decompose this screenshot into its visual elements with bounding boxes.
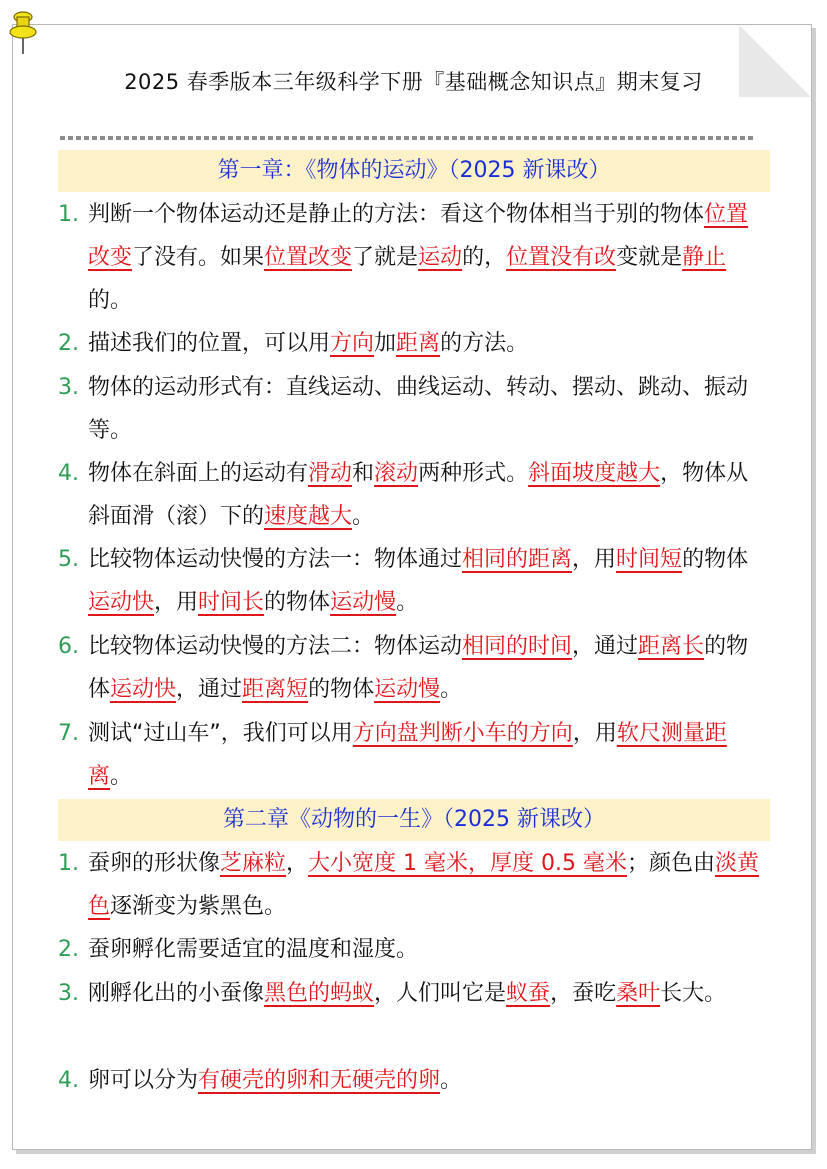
highlighted-keyword: 时间短: [616, 547, 683, 572]
item-number: 3.: [58, 981, 79, 1006]
highlighted-keyword: 芝麻粒: [220, 851, 287, 876]
list-item: [58, 193, 770, 322]
text-run: 蚕卵孵化需要适宜的温度和湿度。: [88, 937, 419, 962]
item-number: 5.: [58, 547, 79, 572]
highlighted-keyword: 运动快: [110, 677, 177, 702]
item-number: 6.: [58, 634, 79, 659]
list-item: [58, 928, 770, 971]
highlighted-keyword: 位置没有改: [506, 245, 617, 270]
item-text: [58, 625, 770, 711]
highlighted-keyword: 静止: [682, 245, 727, 270]
text-run: 长大。: [660, 981, 727, 1006]
item-text: [58, 928, 770, 971]
text-run: ，用: [154, 590, 199, 615]
text-run: 测试“过山车”，我们可以用: [88, 721, 353, 746]
item-text: [58, 452, 770, 538]
highlighted-keyword: 大小宽度 1 毫米，厚度 0.5 毫米: [308, 851, 628, 876]
item-text: [58, 842, 770, 928]
item-text: [58, 322, 770, 365]
highlighted-keyword: 方向盘判断小车的方向: [352, 721, 573, 746]
text-run: 物体在斜面上的运动有: [88, 461, 309, 486]
item-number: 3.: [58, 375, 79, 400]
text-run: 物体的运动形式有：直线运动、曲线运动、转动、摆动、跳动、振动等。: [88, 375, 749, 443]
text-run: 的。: [88, 288, 133, 313]
list-item: [58, 1059, 770, 1102]
text-run: ，通过: [176, 677, 243, 702]
text-run: 的物体: [308, 677, 375, 702]
document-title: 2025 春季版本三年级科学下册『基础概念知识点』期末复习: [124, 70, 703, 94]
text-run: 变就是: [616, 245, 683, 270]
item-text: [58, 538, 770, 624]
highlighted-keyword: 滑动: [308, 461, 353, 486]
text-run: 卵可以分为: [88, 1068, 199, 1093]
text-run: 。: [396, 590, 419, 615]
text-run: 。: [440, 677, 463, 702]
highlighted-keyword: 软尺测量距离: [88, 721, 727, 789]
text-run: 加: [374, 331, 397, 356]
text-run: 判断一个物体运动还是静止的方法：看这个物体相当于别的物体: [88, 202, 705, 227]
text-run: ，: [286, 851, 309, 876]
highlighted-keyword: 速度越大: [264, 504, 353, 529]
list-item: [58, 538, 770, 624]
text-run: 比较物体运动快慢的方法二：物体运动: [88, 634, 463, 659]
list-item: [58, 842, 770, 928]
list-item: [58, 366, 770, 452]
highlighted-keyword: 运动慢: [330, 590, 397, 615]
text-run: 蚕卵的形状像: [88, 851, 221, 876]
highlighted-keyword: 黑色的蚂蚁: [264, 981, 375, 1006]
chapter-2-heading: 第二章《动物的一生》（2025 新课改）: [58, 799, 770, 841]
text-run: 。: [110, 764, 133, 789]
item-number: 2.: [58, 331, 79, 356]
item-number: 1.: [58, 202, 79, 227]
list-item: [58, 452, 770, 538]
item-text: [58, 1059, 770, 1102]
text-run: 。: [440, 1068, 463, 1093]
highlighted-keyword: 运动: [418, 245, 463, 270]
highlighted-keyword: 蚁蚕: [506, 981, 551, 1006]
item-number: 1.: [58, 851, 79, 876]
highlighted-keyword: 有硬壳的卵和无硬壳的卵: [198, 1068, 441, 1093]
list-item: [58, 322, 770, 365]
highlighted-keyword: 位置改变: [264, 245, 353, 270]
list-item: [58, 625, 770, 711]
text-run: 两种形式。: [418, 461, 529, 486]
text-run: 刚孵化出的小蚕像: [88, 981, 265, 1006]
item-number: 2.: [58, 937, 79, 962]
pushpin-icon: [8, 8, 38, 56]
item-text: [58, 366, 770, 452]
item-text: [58, 972, 770, 1015]
text-run: 的物体: [88, 634, 749, 702]
list-item: [58, 972, 770, 1015]
text-run: 和: [352, 461, 375, 486]
dotted-divider: [60, 136, 756, 140]
highlighted-keyword: 距离: [396, 331, 441, 356]
item-number: 4.: [58, 1068, 79, 1093]
highlighted-keyword: 运动快: [88, 590, 155, 615]
highlighted-keyword: 滚动: [374, 461, 419, 486]
item-number: 4.: [58, 461, 79, 486]
text-run: 。: [352, 504, 375, 529]
highlighted-keyword: 桑叶: [616, 981, 661, 1006]
item-text: [58, 712, 770, 798]
highlighted-keyword: 距离短: [242, 677, 309, 702]
highlighted-keyword: 相同的时间: [462, 634, 573, 659]
text-run: 了没有。如果: [132, 245, 265, 270]
highlighted-keyword: 位置改变: [88, 202, 749, 270]
text-run: ，用: [572, 547, 617, 572]
text-run: 的，: [462, 245, 507, 270]
text-run: 比较物体运动快慢的方法一：物体通过: [88, 547, 463, 572]
text-run: ；颜色由: [627, 851, 716, 876]
list-item: [58, 712, 770, 798]
highlighted-keyword: 斜面坡度越大: [528, 461, 661, 486]
item-number: 7.: [58, 721, 79, 746]
highlighted-keyword: 时间长: [198, 590, 265, 615]
highlighted-keyword: 距离长: [638, 634, 705, 659]
highlighted-keyword: 运动慢: [374, 677, 441, 702]
highlighted-keyword: 相同的距离: [462, 547, 573, 572]
text-run: 的物体: [264, 590, 331, 615]
text-run: 的物体: [682, 547, 749, 572]
highlighted-keyword: 方向: [330, 331, 375, 356]
text-run: 了就是: [352, 245, 419, 270]
text-run: ，用: [572, 721, 617, 746]
text-run: 的方法。: [440, 331, 529, 356]
item-text: [58, 193, 770, 322]
text-run: 逐渐变为紫黑色。: [110, 894, 287, 919]
chapter-1-heading: 第一章：《物体的运动》（2025 新课改）: [58, 150, 770, 192]
text-run: 描述我们的位置，可以用: [88, 331, 331, 356]
highlighted-keyword: 淡黄色: [88, 851, 760, 919]
text-run: ，蚕吃: [550, 981, 617, 1006]
text-run: ，通过: [572, 634, 639, 659]
text-run: ，人们叫它是: [374, 981, 507, 1006]
text-run: ，物体从斜面滑（滚）下的: [88, 461, 749, 529]
